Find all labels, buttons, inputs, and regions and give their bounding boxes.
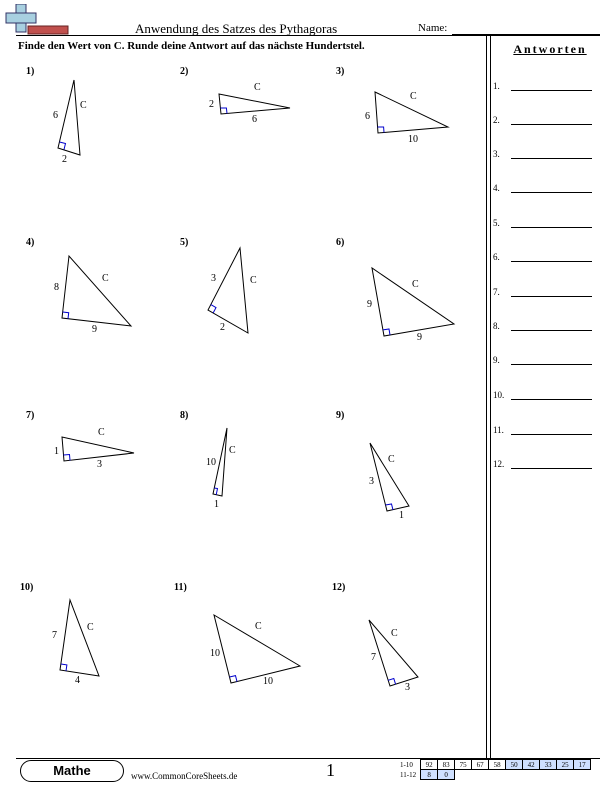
- triangle-5: [208, 248, 248, 333]
- answer-divider-left: [486, 36, 487, 758]
- answer-row-8: [493, 321, 600, 335]
- leg-label: 1: [54, 446, 59, 457]
- triangle-1: [58, 80, 80, 155]
- leg-label: 1: [399, 510, 404, 521]
- answer-number: 2.: [493, 115, 500, 125]
- leg-label: 3: [405, 682, 410, 693]
- leg-label: 6: [365, 111, 370, 122]
- answer-number: 6.: [493, 252, 500, 262]
- problem-number: 9): [336, 410, 345, 421]
- score-range: 11-12: [400, 770, 417, 779]
- problem-number: 8): [180, 410, 189, 421]
- score-cell: 25: [557, 760, 574, 770]
- answer-row-7: [493, 287, 600, 301]
- score-cell: 92: [421, 760, 438, 770]
- website-link[interactable]: www.CommonCoreSheets.de: [131, 771, 238, 781]
- problem-number: 7): [26, 410, 35, 421]
- leg-label: 9: [92, 324, 97, 335]
- leg-label: 3: [369, 476, 374, 487]
- hypotenuse-label: C: [80, 100, 87, 111]
- answer-line[interactable]: [511, 434, 592, 435]
- score-cell: 33: [540, 760, 557, 770]
- right-angle-marker-icon: [64, 455, 71, 461]
- leg-label: 10: [210, 648, 220, 659]
- answer-number: 8.: [493, 321, 500, 331]
- answer-number: 5.: [493, 218, 500, 228]
- right-angle-marker-icon: [214, 488, 217, 495]
- score-cell: 58: [489, 760, 506, 770]
- hypotenuse-label: C: [229, 445, 236, 456]
- answer-line[interactable]: [511, 261, 592, 262]
- score-row: [398, 760, 591, 770]
- leg-label: 10: [206, 457, 216, 468]
- leg-label: 10: [408, 134, 418, 145]
- right-angle-marker-icon: [220, 108, 227, 114]
- answer-row-11: [493, 425, 600, 439]
- right-angle-markers: [60, 108, 396, 684]
- answer-row-4: [493, 183, 600, 197]
- problem-number: 4): [26, 237, 35, 248]
- problem-number: 10): [20, 582, 34, 593]
- subject-badge: Mathe: [20, 760, 124, 782]
- answer-row-10: [493, 390, 600, 404]
- answer-line[interactable]: [511, 124, 592, 125]
- leg-label: 4: [75, 675, 80, 686]
- hypotenuse-label: C: [102, 273, 109, 284]
- answer-line[interactable]: [511, 227, 592, 228]
- score-cell: 8: [421, 770, 438, 780]
- hypotenuse-label: C: [87, 622, 94, 633]
- answer-number: 3.: [493, 149, 500, 159]
- answer-number: 7.: [493, 287, 500, 297]
- answer-row-3: [493, 149, 600, 163]
- leg-label: 6: [53, 110, 58, 121]
- answer-line[interactable]: [511, 330, 592, 331]
- hypotenuse-label: C: [391, 628, 398, 639]
- triangle-7: [62, 437, 134, 461]
- problem-number: 5): [180, 237, 189, 248]
- answer-line[interactable]: [511, 158, 592, 159]
- answer-number: 4.: [493, 183, 500, 193]
- hypotenuse-label: C: [410, 91, 417, 102]
- answer-row-9: [493, 355, 600, 369]
- leg-label: 9: [367, 299, 372, 310]
- score-cell: 75: [455, 760, 472, 770]
- instructions: Finde den Wert von C. Runde deine Antwort auf das nächste Hundertstel.: [18, 40, 365, 52]
- problem-number: 1): [26, 66, 35, 77]
- leg-label: 9: [417, 332, 422, 343]
- hypotenuse-label: C: [255, 621, 262, 632]
- answer-line[interactable]: [511, 296, 592, 297]
- answer-line[interactable]: [511, 364, 592, 365]
- answer-number: 9.: [493, 355, 500, 365]
- answer-line[interactable]: [511, 468, 592, 469]
- right-angle-marker-icon: [378, 127, 384, 133]
- score-table: [398, 759, 591, 780]
- problem-number: 3): [336, 66, 345, 77]
- answer-row-1: [493, 81, 600, 95]
- hypotenuse-label: C: [388, 454, 395, 465]
- score-range: 1-10: [400, 760, 413, 769]
- leg-label: 1: [214, 499, 219, 510]
- answer-number: 11.: [493, 425, 504, 435]
- score-cell: 50: [506, 760, 523, 770]
- problem-number: 11): [174, 582, 187, 593]
- leg-label: 10: [263, 676, 273, 687]
- page-title: Anwendung des Satzes des Pythagoras: [135, 21, 338, 36]
- answer-number: 12.: [493, 459, 505, 469]
- score-cell: 83: [438, 760, 455, 770]
- answer-line[interactable]: [511, 399, 592, 400]
- name-label: Name:: [418, 22, 448, 34]
- page-number: 1: [326, 760, 335, 780]
- answer-divider-right: [490, 36, 491, 758]
- leg-label: 8: [54, 282, 59, 293]
- score-cell: 67: [472, 760, 489, 770]
- answer-number: 1.: [493, 81, 500, 91]
- leg-label: 2: [220, 322, 225, 333]
- answer-row-6: [493, 252, 600, 266]
- answer-line[interactable]: [511, 192, 592, 193]
- hypotenuse-label: C: [250, 275, 257, 286]
- hypotenuse-label: C: [98, 427, 105, 438]
- score-cell: 17: [574, 760, 591, 770]
- triangle-2: [219, 94, 290, 114]
- triangle-4: [62, 256, 131, 326]
- leg-label: 7: [371, 652, 376, 663]
- score-cell: 0: [438, 770, 455, 780]
- answer-row-12: [493, 459, 600, 473]
- leg-label: 3: [211, 273, 216, 284]
- score-row: [398, 770, 591, 780]
- hypotenuse-label: C: [254, 82, 261, 93]
- leg-label: 3: [97, 459, 102, 470]
- answer-line[interactable]: [511, 90, 592, 91]
- answer-row-2: [493, 115, 600, 129]
- leg-label: 2: [62, 154, 67, 165]
- score-cell: 42: [523, 760, 540, 770]
- hypotenuse-label: C: [412, 279, 419, 290]
- answers-title: Antworten: [513, 42, 587, 56]
- leg-label: 2: [209, 99, 214, 110]
- answer-number: 10.: [493, 390, 505, 400]
- problem-number: 12): [332, 582, 346, 593]
- problem-number: 6): [336, 237, 345, 248]
- answer-row-5: [493, 218, 600, 232]
- leg-label: 6: [252, 114, 257, 125]
- leg-label: 7: [52, 630, 57, 641]
- problem-number: 2): [180, 66, 189, 77]
